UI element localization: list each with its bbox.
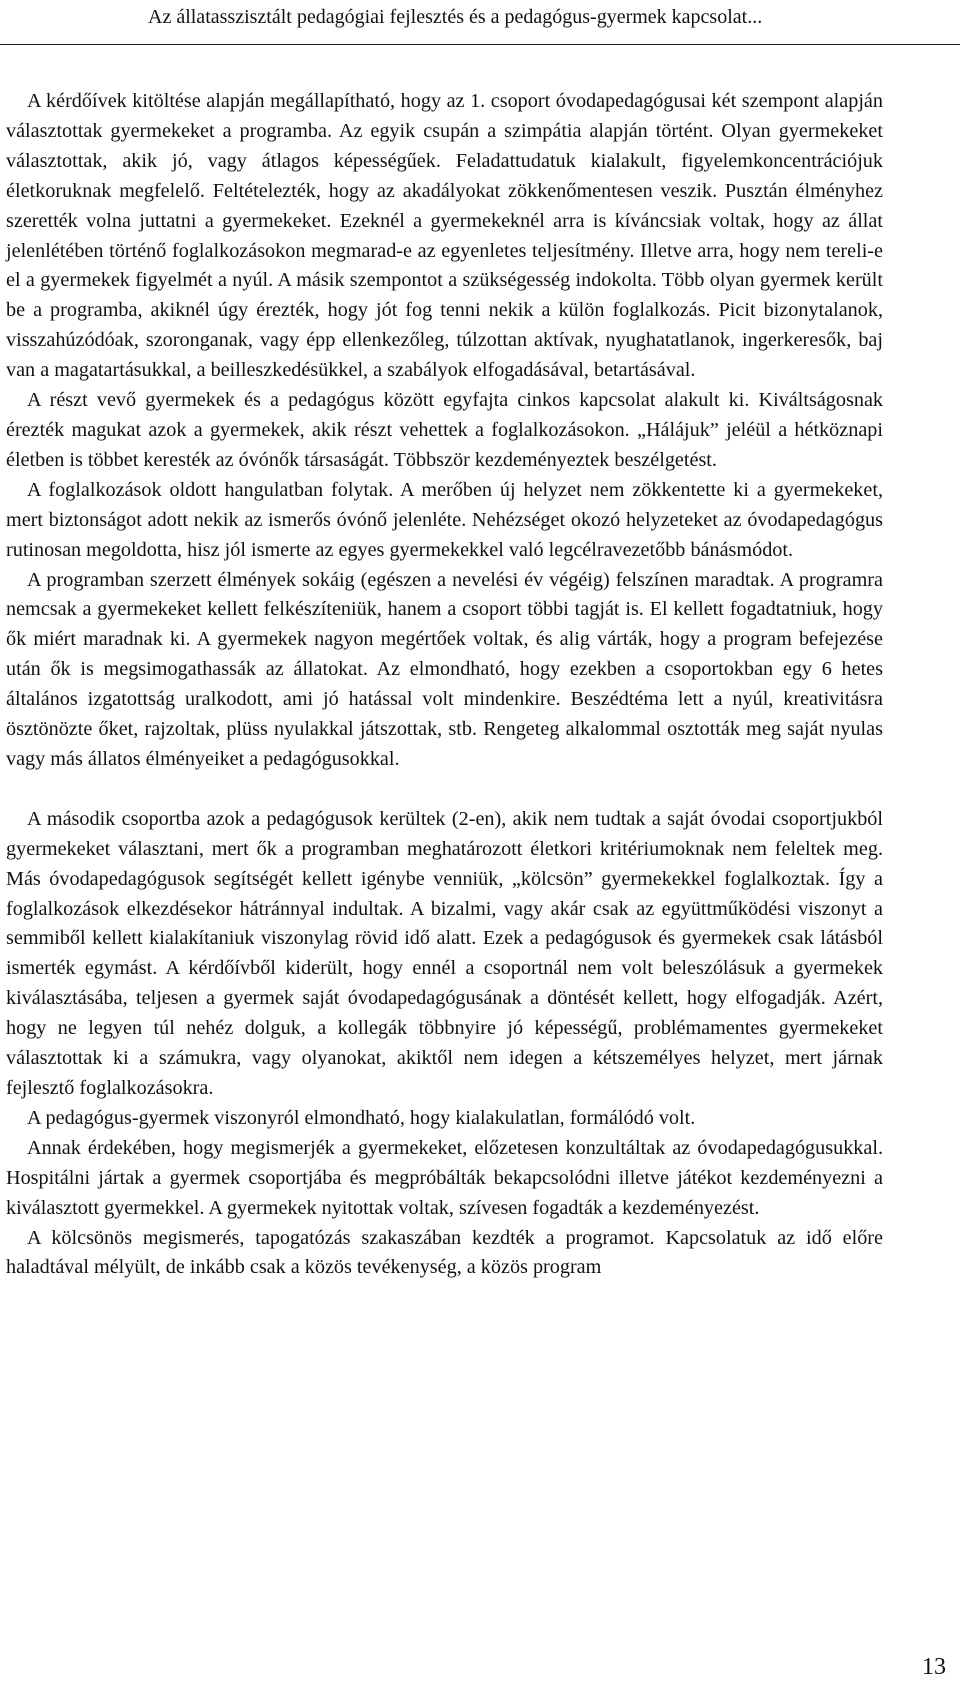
page-number: 13 [922, 1654, 946, 1680]
paragraph: A kölcsönös megismerés, tapogatózás szakaszában kezdték a programot. Kapcsolatuk az idő előre haladtával mélyült, de inkább csak a közös tevékenység, a közös program [6, 1226, 883, 1279]
running-header-title: Az állatasszisztált pedagógiai fejlesztés és a pedagógus-gyermek kapcsolat... [148, 6, 763, 28]
paragraph: A részt vevő gyermekek és a pedagógus között egyfajta cinkos kapcsolat alakult ki. Kiváltságosnak érezték magukat azok a gyermekek, akik részt vehettek a foglalkozásokon. „Hálájuk” jeléül a hétköznapi életben is többet keresték az óvónők társaságát. Többször kezdeményeztek beszélgetést. [6, 389, 883, 471]
body-text [6, 87, 883, 1283]
paragraph: A kérdőívek kitöltése alapján megállapítható, hogy az 1. csoport óvodapedagógusai két szempont alapján választottak gyermekeket a programba. Az egyik csupán a szimpátia alapján történt. Olyan gyermekeket választottak, akik jó, vagy átlagos képességűek. Feladattudatuk kialakult, figyelemkoncentrációjuk életkoruknak megfelelő. Feltételezték, hogy az akadályokat zökkenőmentesen veszik. Pusztán élményhez szerették volna juttatni a gyermekeket. Ezeknél a gyermekeknél arra is kíváncsiak voltak, hogy az állat jelenlétében történő foglalkozásokon megmarad-e az egyenletes teljesítmény. Illetve arra, hogy nem tereli-e el a gyermekek figyelmét a nyúl. A másik szempontot a szükségesség indokolta. Több olyan gyermek került be a programba, akiknél úgy érezték, hogy jót fog tenni nekik a külön foglalkozás. Picit bizonytalanok, visszahúzódóak, szoronganak, vagy épp ellenkezőleg, túlzottan aktívak, nyughatatlanok, ingerkeresők, baj van a magatartásukkal, a beilleszkedésükkel, a szabályok elfogadásával, betartásával. [6, 90, 883, 382]
paragraph: A foglalkozások oldott hangulatban folytak. A merőben új helyzet nem zökkentette ki a gyermekeket, mert biztonságot adott nekik az ismerős óvónő jelenléte. Nehézséget okozó helyzeteket az óvodapedagógus rutinosan megoldotta, hisz jól ismerte az egyes gyermekekkel való legcélravezetőbb bánásmódot. [6, 478, 883, 561]
section-gap [6, 775, 883, 805]
paragraph: A második csoportba azok a pedagógusok kerültek (2-en), akik nem tudtak a saját óvodai csoportjukból gyermekeket választani, mert ők a programban meghatározott életkori kritériumoknak nem feleltek meg. Más óvodapedagógusok segítségét kellett igénybe venniük, „kölcsön” gyermekekkel foglalkoztak. Így a foglalkozások elkezdésekor hátránnyal indultak. A bizalmi, vagy akár csak az együttműködési viszonyt a semmiből kellett kialakítaniuk viszonylag rövid idő alatt. Ezek a pedagógusok és gyermekek csak látásból ismerték egymást. A kérdőívből kiderült, hogy ennél a csoportnál nem volt beleszólásuk a gyermekek kiválasztásába, teljesen a gyermek saját óvodapedagógusának a döntését kellett, hogy elfogadják. Azért, hogy ne legyen túl nehéz dolguk, a kollegák többnyire jó képességű, problémamentes gyermekeket választottak ki a számukra, vagy olyanokat, akiktől nem idegen a kétszemélyes helyzet, mert járnak fejlesztő foglalkozásokra. [6, 807, 883, 1099]
paragraph: A programban szerzett élmények sokáig (egészen a nevelési év végéig) felszínen maradtak. A programra nemcsak a gyermekeket kellett felkészíteniük, hanem a csoport többi tagját is. El kellett fogadtatniuk, hogy ők miért maradnak ki. A gyermekek nagyon megértőek voltak, és alig várták, hogy a program befejezése után ők is megsimogathassák az állatokat. Az elmondható, hogy ezekben a csoportokban egy 6 hetes általános izgatottság uralkodott, ami jó hatással volt mindenkire. Beszédtéma lett a nyúl, kreativitásra ösztönözte őket, rajzoltak, plüss nyulakkal játszottak, stb. Rengeteg alkalommal osztották meg saját nyulas vagy más állatos élményeiket a pedagógusokkal. [6, 568, 883, 770]
paragraph: A pedagógus-gyermek viszonyról elmondható, hogy kialakulatlan, formálódó volt. [27, 1106, 696, 1129]
paragraph: Annak érdekében, hogy megismerjék a gyermekeket, előzetesen konzultáltak az óvodapedagógusukkal. Hospitálni jártak a gyermek csoportjába és megpróbálták bekapcsolódni illetve játékot kezdeményezni a kiválasztott gyermekkel. A gyermekek nyitottak voltak, szívesen fogadták a kezdeményezést. [6, 1136, 883, 1219]
header-rule [0, 44, 960, 45]
